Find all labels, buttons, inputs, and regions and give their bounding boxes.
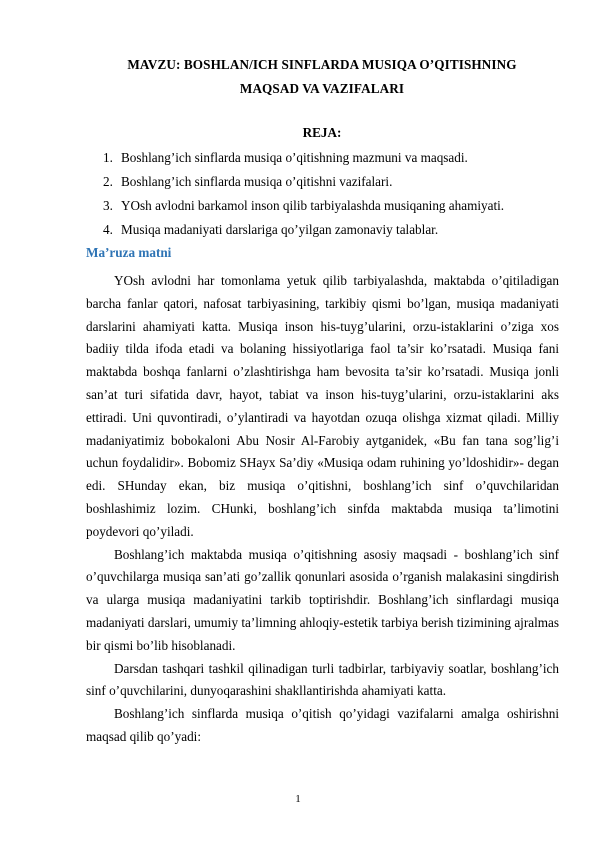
plan-item-text: YOsh avlodni barkamol inson qilib tarbiyalashda musiqaning ahamiyati.	[121, 198, 505, 213]
plan-item-text: Boshlang’ich sinflarda musiqa o’qitishni vazifalari.	[121, 174, 393, 189]
lecture-paragraph: Darsdan tashqari tashkil qilinadigan turli tadbirlar, tarbiyaviy soatlar, boshlang’ich sinf o’quvchilarini, dunyoqarashini shakllantirishda ahamiyati katta.	[86, 660, 559, 699]
document-title-line-1: MAVZU: BOSHLAN/ICH SINFLARDA MUSIQA O’QITISHNING	[127, 57, 517, 72]
plan-item	[103, 221, 559, 245]
page-number: 1	[295, 793, 301, 805]
document-title-line-2: MAQSAD VA VAZIFALARI	[239, 81, 405, 96]
plan-item	[103, 149, 559, 173]
plan-item-number: 2.	[103, 174, 113, 189]
plan-item-number: 4.	[103, 222, 113, 237]
plan-heading: REJA:	[302, 125, 342, 140]
plan-item-text: Boshlang’ich sinflarda musiqa o’qitishning mazmuni va maqsadi.	[121, 150, 468, 165]
plan-item	[103, 197, 559, 221]
lecture-body	[86, 270, 559, 749]
plan-item	[103, 173, 559, 197]
lecture-paragraph: Boshlang’ich maktabda musiqa o’qitishning asosiy maqsadi - boshlang’ich sinf o’quvchilarga musiqa san’ati go’zallik qonunlari asosida o’rganish malakasini singdirish va ularga musiqa madaniyatini tarkib toptirishdir. Boshlang’ich sinflardagi musiqa madaniyati darslari, umumiy ta’limning ahloqiy-estetik tarbiya berish tizimining ajralmas bir qismi bo’lib hisoblanadi.	[86, 546, 559, 653]
plan-list	[103, 149, 559, 245]
lecture-paragraph: YOsh avlodni har tomonlama yetuk qilib tarbiyalashda, maktabda o’qitiladigan barcha fanlar qatori, nafosat tarbiyasining, tarkibiy qismi bo’lgan, musiqa madaniyati darslarini ahamiyati katta. Musiqa inson his-tuyg’ularini, orzu-istaklarini o’ziga xos badiiy tilda ifoda etadi va bolaning hissiyotlariga faol ta’sir ko’rsatadi. Musiqa fani maktabda boshqa fanlarni o’zlashtirishga ham bevosita ta’sir ko’rsatadi. Musiqa jonli san’at turi sifatida davr, hayot, tabiat va inson his-tuyg’ularini, orzu-istaklarini aks ettiradi. Uni quvontiradi, o’ylantiradi va hayotdan ozuqa olishga xizmat qiladi. Milliy madaniyatimiz bobokaloni Abu Nosir Al-Farobiy aytganidek, «Bu fan tana sog’lig’i uchun foydalidir». Bobomiz SHayx Sa’diy «Musiqa odam ruhining yo’ldoshidir»- degan edi. SHunday ekan, biz musiqa o’qitishni, boshlang’ich sinf o’quvchilaridan boshlashimiz lozim. CHunki, boshlang’ich sinfda maktabda musiqa ta’limotini poydevori qo’yiladi.	[86, 273, 559, 539]
plan-item-number: 1.	[103, 150, 113, 165]
plan-item-number: 3.	[103, 198, 113, 213]
plan-item-text: Musiqa madaniyati darslariga qo’yilgan zamonaviy talablar.	[121, 222, 439, 237]
lecture-heading: Ma’ruza matni	[86, 245, 172, 260]
lecture-paragraph: Boshlang’ich sinflarda musiqa o’qitish qo’yidagi vazifalarni amalga oshirishni maqsad qilib qo’yadi:	[86, 706, 559, 744]
